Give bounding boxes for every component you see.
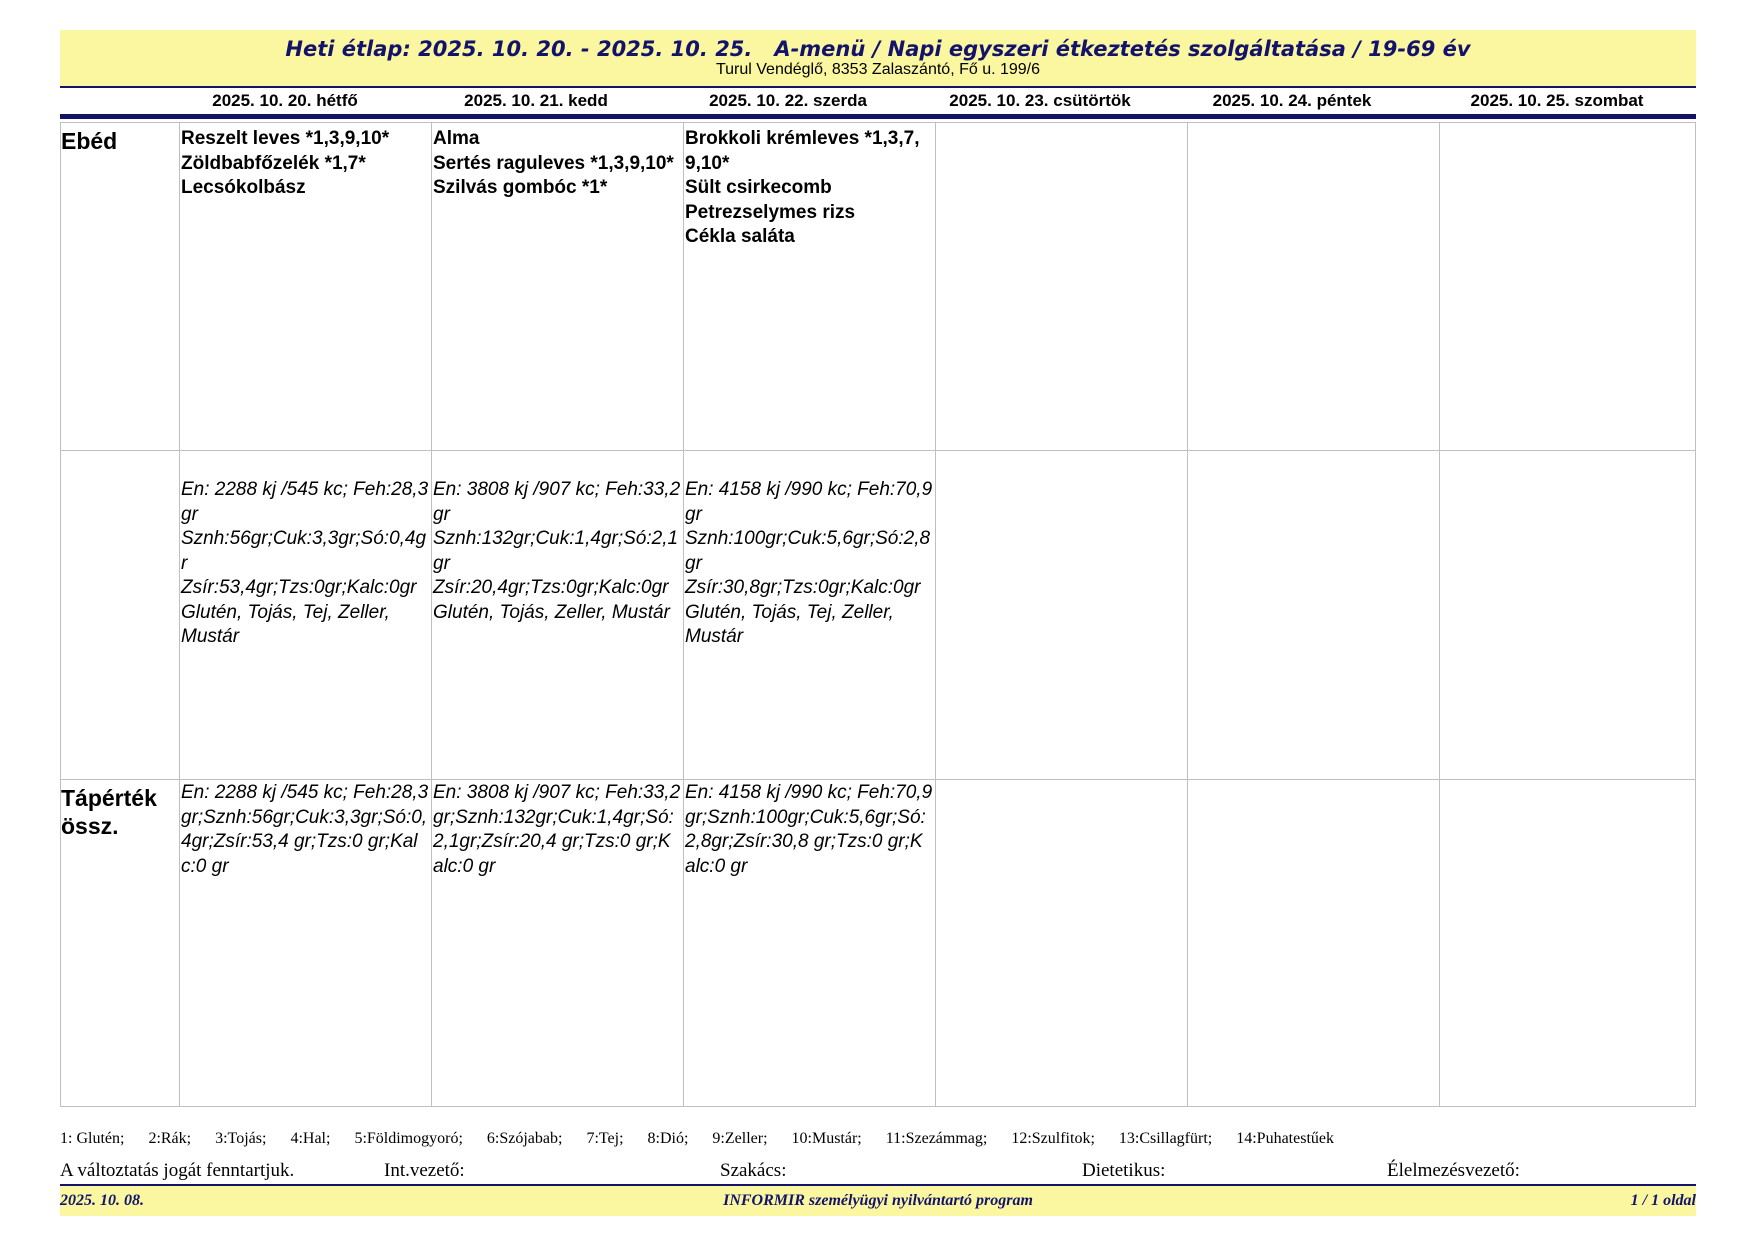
allergen-legend-item: 3:Tojás; bbox=[215, 1130, 267, 1147]
totals-cell-monday: En: 2288 kj /545 kc; Feh:28,3 gr;Sznh:56gr;Cuk:3,3gr;Só:0,4gr;Zsír:53,4 gr;Tzs:0 gr;Kalc:0 gr bbox=[181, 782, 429, 877]
nutrition-line: Sznh:100gr;Cuk:5,6gr;Só:2,8gr bbox=[685, 528, 931, 574]
signature-int-vezeto: Int.vezető: bbox=[384, 1160, 465, 1181]
menu-item: Cékla saláta bbox=[685, 226, 795, 247]
allergen-legend-item: 8:Dió; bbox=[647, 1130, 689, 1147]
footer-date: 2025. 10. 08. bbox=[60, 1192, 144, 1209]
nutrition-line: En: 2288 kj /545 kc; Feh:28,3gr bbox=[181, 479, 429, 525]
disclaimer-note: A változtatás jogát fenntartjuk. bbox=[60, 1160, 295, 1181]
nutrition-line: En: 3808 kj /907 kc; Feh:33,2gr bbox=[433, 479, 681, 525]
allergen-legend-item: 4:Hal; bbox=[290, 1130, 331, 1147]
menu-item: Alma bbox=[433, 128, 480, 149]
allergen-legend bbox=[60, 1130, 1358, 1148]
signature-dietetikus: Dietetikus: bbox=[1082, 1160, 1166, 1181]
nutrition-cell-monday bbox=[181, 478, 429, 650]
row-label-lunch: Ebéd bbox=[61, 128, 118, 154]
day-header-saturday: 2025. 10. 25. szombat bbox=[1470, 91, 1644, 110]
signature-elelmezesvezeto: Élelmezésvezető: bbox=[1387, 1160, 1520, 1181]
nutrition-cell-wednesday bbox=[685, 478, 933, 650]
menu-item: Reszelt leves *1,3,9,10* bbox=[181, 128, 390, 149]
nutrition-line: Zsír:30,8gr;Tzs:0gr;Kalc:0gr bbox=[685, 577, 921, 598]
footer-program: INFORMIR személyügyi nyilvántartó program bbox=[723, 1192, 1033, 1209]
grid-row-divider bbox=[60, 779, 1696, 780]
footer-page-number: 1 / 1 oldal bbox=[1630, 1192, 1696, 1209]
allergen-legend-item: 1: Glutén; bbox=[60, 1130, 125, 1147]
allergen-legend-item: 11:Szezámmag; bbox=[885, 1130, 988, 1147]
allergen-legend-item: 5:Földimogyoró; bbox=[354, 1130, 463, 1147]
header-banner bbox=[60, 30, 1696, 86]
nutrition-line: Sznh:132gr;Cuk:1,4gr;Só:2,1gr bbox=[433, 528, 679, 574]
nutrition-line: Zsír:53,4gr;Tzs:0gr;Kalc:0gr bbox=[181, 577, 417, 598]
allergen-list: Glutén, Tojás, Tej, Zeller, Mustár bbox=[181, 601, 390, 647]
allergen-list: Glutén, Tojás, Zeller, Mustár bbox=[433, 601, 670, 623]
allergen-legend-item: 9:Zeller; bbox=[712, 1130, 768, 1147]
allergen-legend-item: 2:Rák; bbox=[148, 1130, 192, 1147]
signature-szakacs: Szakács: bbox=[720, 1160, 787, 1181]
allergen-legend-item: 13:Csillagfürt; bbox=[1118, 1130, 1213, 1147]
day-header-wednesday: 2025. 10. 22. szerda bbox=[709, 91, 867, 110]
day-header-rule bbox=[60, 114, 1696, 119]
grid-column-divider bbox=[1187, 122, 1188, 1107]
nutrition-line: Sznh:56gr;Cuk:3,3gr;Só:0,4gr bbox=[181, 528, 427, 574]
menu-item: Petrezselymes rizs bbox=[685, 201, 856, 223]
grid-column-divider bbox=[1439, 122, 1440, 1107]
row-label-totals-line1: Tápérték bbox=[61, 785, 157, 811]
menu-cell-tuesday bbox=[433, 127, 681, 201]
menu-item: Sertés raguleves *1,3,9,10* bbox=[433, 152, 674, 174]
menu-item: Lecsókolbász bbox=[181, 177, 306, 198]
page-title: Heti étlap: 2025. 10. 20. - 2025. 10. 25. A-menü / Napi egyszeri étkeztetés szolgáltatása / 19-69 év bbox=[285, 37, 1471, 61]
allergen-legend-item: 12:Szulfitok; bbox=[1011, 1130, 1095, 1147]
allergen-legend-item: 14:Puhatestűek bbox=[1236, 1130, 1334, 1147]
day-header-tuesday: 2025. 10. 21. kedd bbox=[464, 91, 608, 110]
allergen-legend-item: 7:Tej; bbox=[586, 1130, 624, 1147]
menu-cell-wednesday bbox=[685, 127, 933, 250]
day-header-friday: 2025. 10. 24. péntek bbox=[1212, 91, 1372, 110]
grid-column-divider bbox=[935, 122, 936, 1107]
totals-cell-tuesday: En: 3808 kj /907 kc; Feh:33,2 gr;Sznh:132gr;Cuk:1,4gr;Só:2,1gr;Zsír:20,4 gr;Tzs:0 gr;Kalc:0 gr bbox=[433, 782, 681, 877]
totals-cell-wednesday: En: 4158 kj /990 kc; Feh:70,9 gr;Sznh:100gr;Cuk:5,6gr;Só:2,8gr;Zsír:30,8 gr;Tzs:0 gr;Kalc:0 gr bbox=[685, 782, 933, 877]
row-label-totals bbox=[61, 784, 157, 840]
menu-cell-monday bbox=[181, 127, 429, 201]
menu-item: Szilvás gombóc *1* bbox=[433, 177, 608, 198]
row-label-totals-line2: össz. bbox=[61, 813, 119, 839]
day-header-row bbox=[60, 88, 1696, 114]
grid-column-divider bbox=[683, 122, 684, 1107]
day-header-monday: 2025. 10. 20. hétfő bbox=[212, 91, 358, 110]
grid-column-divider bbox=[431, 122, 432, 1107]
day-header-thursday: 2025. 10. 23. csütörtök bbox=[949, 91, 1131, 110]
restaurant-address: Turul Vendéglő, 8353 Zalaszántó, Fő u. 199/6 bbox=[715, 61, 1041, 78]
menu-item: Zöldbabfőzelék *1,7* bbox=[181, 152, 366, 174]
nutrition-cell-tuesday bbox=[433, 478, 681, 625]
allergen-legend-item: 6:Szójabab; bbox=[486, 1130, 563, 1147]
grid-column-divider bbox=[179, 122, 180, 1107]
allergen-list: Glutén, Tojás, Tej, Zeller, Mustár bbox=[685, 601, 894, 647]
allergen-legend-item: 10:Mustár; bbox=[791, 1130, 862, 1147]
menu-item: Sült csirkecomb bbox=[685, 177, 832, 198]
footer-bar bbox=[60, 1186, 1696, 1216]
nutrition-line: Zsír:20,4gr;Tzs:0gr;Kalc:0gr bbox=[433, 577, 669, 598]
menu-item: Brokkoli krémleves *1,3,7,9,10* bbox=[685, 128, 920, 174]
grid-row-divider bbox=[60, 450, 1696, 451]
nutrition-line: En: 4158 kj /990 kc; Feh:70,9gr bbox=[685, 479, 933, 525]
